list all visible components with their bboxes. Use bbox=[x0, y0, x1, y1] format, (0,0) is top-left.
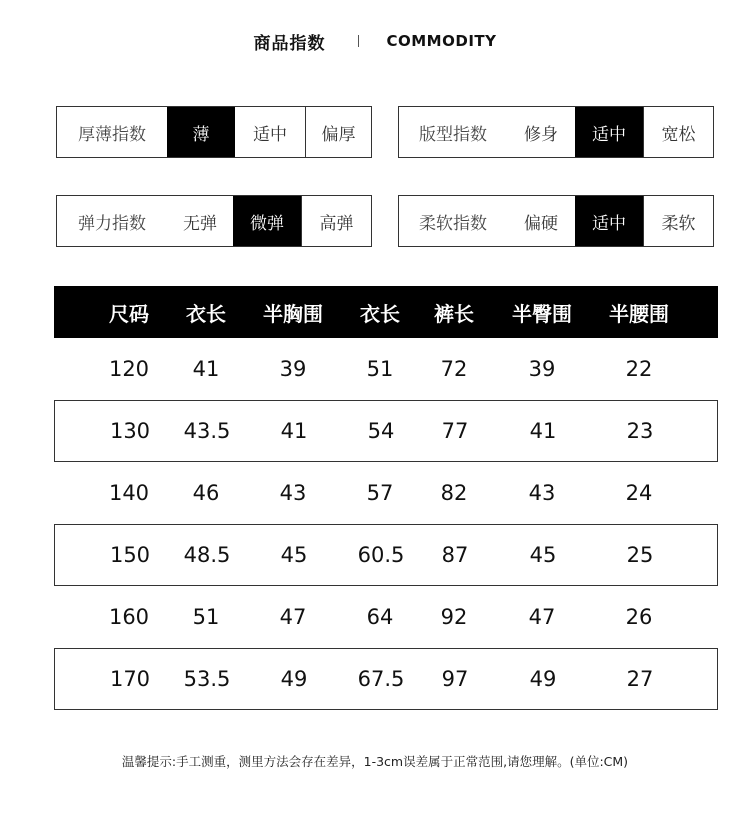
fit-option-slim: 修身 bbox=[524, 124, 558, 145]
header-pants-length: 裤长 bbox=[434, 301, 474, 326]
table-row bbox=[54, 338, 718, 400]
header-length: 衣长 bbox=[360, 301, 400, 326]
table-row bbox=[54, 648, 718, 710]
cell: 43.5 bbox=[183, 419, 231, 443]
cell: 82 bbox=[440, 481, 468, 505]
cell: 140 bbox=[108, 481, 150, 505]
title-en: COMMODITY bbox=[386, 32, 497, 50]
cell: 47 bbox=[528, 605, 556, 629]
cell: 39 bbox=[528, 357, 556, 381]
header-half-waist: 半腰围 bbox=[609, 301, 669, 326]
footnote: 温馨提示:手工测重，测里方法会存在差异，1-3cm误差属于正常范围,请您理解。(单位:CM) bbox=[121, 754, 629, 769]
softness-option-medium: 适中 bbox=[575, 196, 643, 246]
cell: 54 bbox=[367, 419, 395, 443]
thickness-index-label: 厚薄指数 bbox=[78, 124, 146, 145]
header-half-chest: 半胸围 bbox=[263, 301, 323, 326]
softness-index bbox=[398, 195, 714, 247]
header-half-hip: 半臀围 bbox=[512, 301, 572, 326]
fit-option-loose: 宽松 bbox=[643, 107, 713, 157]
softness-index-label: 柔软指数 bbox=[419, 213, 487, 234]
cell: 160 bbox=[108, 605, 150, 629]
cell: 92 bbox=[440, 605, 468, 629]
cell: 41 bbox=[192, 357, 220, 381]
cell: 23 bbox=[626, 419, 654, 443]
fit-index bbox=[398, 106, 714, 158]
softness-option-soft: 柔软 bbox=[643, 196, 713, 246]
cell: 45 bbox=[529, 543, 557, 567]
cell: 120 bbox=[108, 357, 150, 381]
cell: 51 bbox=[366, 357, 394, 381]
cell: 57 bbox=[366, 481, 394, 505]
cell: 26 bbox=[625, 605, 653, 629]
title-divider bbox=[358, 35, 359, 47]
cell: 150 bbox=[109, 543, 151, 567]
cell: 41 bbox=[529, 419, 557, 443]
cell: 170 bbox=[109, 667, 151, 691]
cell: 41 bbox=[280, 419, 308, 443]
thickness-option-thick: 偏厚 bbox=[305, 107, 371, 157]
elasticity-option-slight: 微弹 bbox=[233, 196, 301, 246]
title-cn: 商品指数 bbox=[253, 33, 326, 54]
elasticity-index-label: 弹力指数 bbox=[78, 213, 146, 234]
cell: 87 bbox=[441, 543, 469, 567]
softness-option-hard: 偏硬 bbox=[524, 213, 558, 234]
size-table bbox=[54, 286, 718, 710]
table-row bbox=[54, 586, 718, 648]
cell: 24 bbox=[625, 481, 653, 505]
cell: 60.5 bbox=[357, 543, 405, 567]
table-row bbox=[54, 524, 718, 586]
cell: 64 bbox=[366, 605, 394, 629]
cell: 27 bbox=[626, 667, 654, 691]
cell: 97 bbox=[441, 667, 469, 691]
page-header bbox=[0, 28, 750, 54]
cell: 130 bbox=[109, 419, 151, 443]
cell: 49 bbox=[280, 667, 308, 691]
thickness-option-medium: 适中 bbox=[253, 124, 287, 145]
elasticity-option-high: 高弹 bbox=[301, 196, 371, 246]
elasticity-option-none: 无弹 bbox=[183, 213, 217, 234]
cell: 47 bbox=[279, 605, 307, 629]
table-row bbox=[54, 462, 718, 524]
size-table-header bbox=[54, 286, 718, 338]
cell: 25 bbox=[626, 543, 654, 567]
header-top-length: 衣长 bbox=[186, 301, 226, 326]
cell: 49 bbox=[529, 667, 557, 691]
cell: 43 bbox=[279, 481, 307, 505]
thickness-index bbox=[56, 106, 372, 158]
cell: 46 bbox=[192, 481, 220, 505]
cell: 48.5 bbox=[183, 543, 231, 567]
cell: 51 bbox=[192, 605, 220, 629]
elasticity-index bbox=[56, 195, 372, 247]
header-size: 尺码 bbox=[109, 301, 149, 326]
cell: 53.5 bbox=[183, 667, 231, 691]
cell: 39 bbox=[279, 357, 307, 381]
cell: 72 bbox=[440, 357, 468, 381]
thickness-option-thin: 薄 bbox=[167, 107, 235, 157]
cell: 67.5 bbox=[357, 667, 405, 691]
cell: 45 bbox=[280, 543, 308, 567]
fit-index-label: 版型指数 bbox=[419, 124, 487, 145]
cell: 43 bbox=[528, 481, 556, 505]
fit-option-medium: 适中 bbox=[575, 107, 643, 157]
table-row bbox=[54, 400, 718, 462]
cell: 77 bbox=[441, 419, 469, 443]
cell: 22 bbox=[625, 357, 653, 381]
